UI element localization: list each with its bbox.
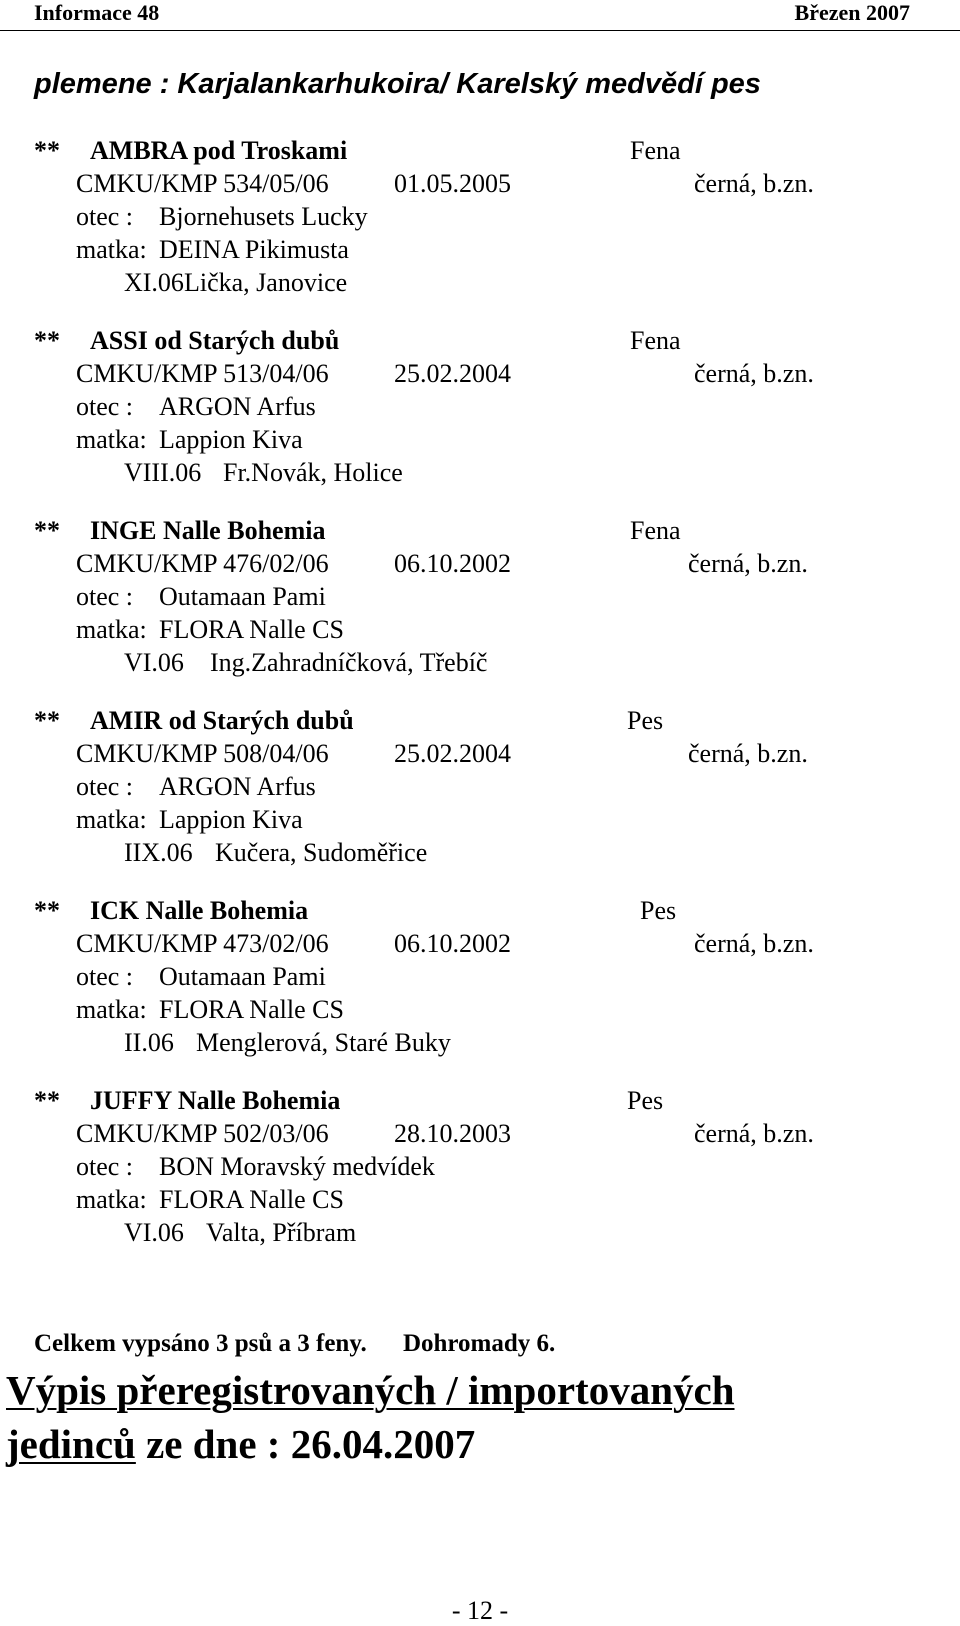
dog-registration: CMKU/KMP 508/04/06 [76,739,329,768]
dog-sex: Fena [630,136,681,165]
page-number: - 12 - [451,1596,509,1625]
header-issue: Informace 48 [34,0,160,25]
dog-entry [0,516,960,701]
dog-color: černá, b.zn. [688,739,808,768]
dog-birth-date: 25.02.2004 [394,359,511,388]
section-heading-line2 [6,1420,475,1468]
dog-dam: FLORA Nalle CS [159,1185,344,1214]
dog-name: ICK Nalle Bohemia [90,896,309,925]
dog-sire-label: otec : [76,1152,134,1181]
dog-dam: Lappion Kiva [159,425,303,454]
dog-birth-date: 06.10.2002 [394,929,511,958]
dog-breeder: Ing.Zahradníčková, Třebíč [210,648,488,677]
dog-dam-label: matka: [76,995,147,1024]
dog-breeder: Menglerová, Staré Buky [196,1028,451,1057]
dog-dam-label: matka: [76,805,147,834]
dog-entry [0,136,960,321]
section-heading-date: ze dne : 26.04.2007 [135,1421,476,1467]
dog-month: VI.06 [124,1218,184,1247]
dog-sex: Fena [630,516,681,545]
dog-stars: ** [34,706,60,735]
dog-month: XI.06 [124,268,184,297]
dog-sire-label: otec : [76,962,134,991]
dog-registration: CMKU/KMP 534/05/06 [76,169,329,198]
dog-dam: FLORA Nalle CS [159,995,344,1024]
dog-birth-date: 25.02.2004 [394,739,511,768]
dog-sire-label: otec : [76,202,134,231]
dog-sex: Fena [630,326,681,355]
summary-total: Dohromady 6. [402,1330,556,1357]
dog-breeder: Fr.Novák, Holice [223,458,403,487]
dog-sex: Pes [640,896,677,925]
dog-sire: ARGON Arfus [159,392,316,421]
dog-entry [0,326,960,511]
dog-name: AMBRA pod Troskami [90,136,348,165]
dog-entry [0,1086,960,1271]
dog-month: II.06 [124,1028,174,1057]
dog-sire-label: otec : [76,582,134,611]
dog-sex: Pes [627,1086,664,1115]
dog-color: černá, b.zn. [688,549,808,578]
dog-breeder: Valta, Příbram [206,1218,357,1247]
dog-birth-date: 28.10.2003 [394,1119,511,1148]
dog-color: černá, b.zn. [694,1119,814,1148]
dog-sire-label: otec : [76,772,134,801]
dog-stars: ** [34,1086,60,1115]
dog-dam-label: matka: [76,235,147,264]
dog-month: IIX.06 [124,838,193,867]
dog-dam-label: matka: [76,1185,147,1214]
dog-sire: Outamaan Pami [159,962,326,991]
dog-dam-label: matka: [76,615,147,644]
dog-registration: CMKU/KMP 502/03/06 [76,1119,329,1148]
dog-birth-date: 06.10.2002 [394,549,511,578]
dog-sire: Bjornehusets Lucky [159,202,368,231]
dog-registration: CMKU/KMP 476/02/06 [76,549,329,578]
dog-stars: ** [34,516,60,545]
section-heading-underlined: jedinců [6,1421,136,1467]
dog-sire: ARGON Arfus [159,772,316,801]
dog-dam: Lappion Kiva [159,805,303,834]
dog-name: ASSI od Starých dubů [90,326,340,355]
dog-stars: ** [34,136,60,165]
dog-registration: CMKU/KMP 473/02/06 [76,929,329,958]
dog-birth-date: 01.05.2005 [394,169,511,198]
dog-dam-label: matka: [76,425,147,454]
dog-breeder: Kučera, Sudoměřice [215,838,428,867]
dog-month: VIII.06 [124,458,202,487]
summary [34,1330,585,1358]
dog-sire: BON Moravský medvídek [159,1152,435,1181]
dog-color: černá, b.zn. [694,359,814,388]
header-date: Březen 2007 [794,0,910,25]
header-divider [0,30,960,31]
dog-color: černá, b.zn. [694,169,814,198]
dog-entry [0,706,960,891]
dog-color: černá, b.zn. [694,929,814,958]
dog-month: VI.06 [124,648,184,677]
dog-name: AMIR od Starých dubů [90,706,354,735]
dog-sire-label: otec : [76,392,134,421]
dog-breeder: Lička, Janovice [184,268,348,297]
section-heading-line1: Výpis přeregistrovaných / importovaných [6,1367,735,1413]
dog-entry [0,896,960,1081]
dog-name: INGE Nalle Bohemia [90,516,326,545]
dog-registration: CMKU/KMP 513/04/06 [76,359,329,388]
dog-dam: FLORA Nalle CS [159,615,344,644]
summary-text: Celkem vypsáno 3 psů a 3 feny. [34,1330,367,1357]
breed-title: plemene : Karjalankarhukoira/ Karelský medvědí pes [34,68,761,100]
dog-sex: Pes [627,706,664,735]
dog-sire: Outamaan Pami [159,582,326,611]
dog-dam: DEINA Pikimusta [159,235,349,264]
dog-stars: ** [34,326,60,355]
dog-name: JUFFY Nalle Bohemia [90,1086,341,1115]
dog-stars: ** [34,896,60,925]
